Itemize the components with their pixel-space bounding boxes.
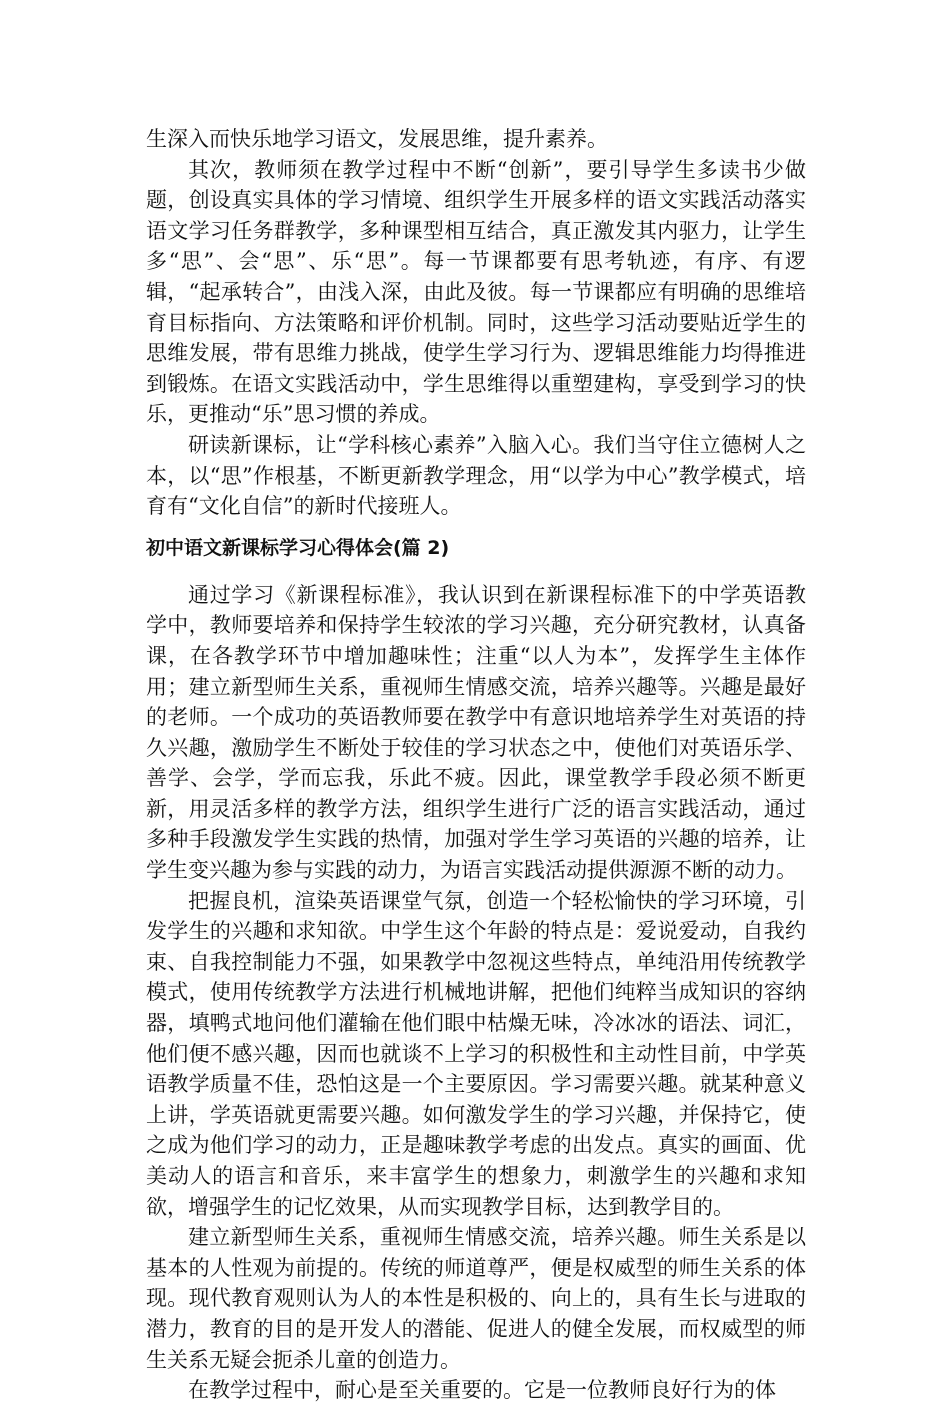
paragraph-core-literacy: 研读新课标，让“学科核心素养”入脑入心。我们当守住立德树人之本，以“思”作根基，不断更新教学理念，用“以学为中心”教学模式，培育有“文化自信”的新时代接班人。 (146, 432, 806, 519)
section-heading: 初中语文新课标学习心得体会(篇 2) (146, 536, 450, 559)
paragraph-patience: 在教学过程中，耐心是至关重要的。它是一位教师良好行为的体 (188, 1378, 776, 1403)
paragraph-classroom-atmosphere: 把握良机，渲染英语课堂气氛，创造一个轻松愉快的学习环境，引发学生的兴趣和求知欲。中学生这个年龄的特点是：爱说爱动，自我约束、自我控制能力不强，如果教学中忽视这些特点，单纯沿用传统教学模式，使用传统教学方法进行机械地讲解，把他们纯粹当成知识的容纳器，填鸭式地问他们灌输在他们眼中枯燥无味，冷冰冰的语法、词汇，他们便不感兴趣，因而也就谈不上学习的积极性和主动性目前，中学英语教学质量不佳，恐怕这是一个主要原因。学习需要兴趣。就某种意义上讲，学英语就更需要兴趣。如何激发学生的学习兴趣，并保持它，使之成为他们学习的动力，正是趣味教学考虑的出发点。真实的画面、优美动人的语言和音乐，来丰富学生的想象力，刺激学生的兴趣和求知欲，增强学生的记忆效果，从而实现教学目标，达到教学目的。 (146, 888, 806, 1219)
paragraph-teacher-student-relations: 建立新型师生关系，重视师生情感交流，培养兴趣。师生关系是以基本的人性观为前提的。传统的师道尊严，便是权威型的师生关系的体现。现代教育观则认为人的本性是积极的、向上的，具有生长与进取的潜力，教育的目的是开发人的潜能、促进人的健全发展，而权威型的师生关系无疑会扼杀儿童的创造力。 (146, 1225, 806, 1372)
paragraph-innovation: 其次，教师须在教学过程中不断“创新”，要引导学生多读书少做题，创设真实具体的学习情境、组织学生开展多样的语文实践活动落实语文学习任务群教学，多种课型相互结合，真正激发其内驱力，让学生多“思”、会“思”、乐“思”。每一节课都要有思考轨迹，有序、有逻辑，“起承转合”，由浅入深，由此及彼。每一节课都应有明确的思维培育目标指向、方法策略和评价机制。同时，这些学习活动要贴近学生的思维发展，带有思维力挑战，使学生学习行为、逻辑思维能力均得推进到锻炼。在语文实践活动中，学生思维得以重塑建构，享受到学习的快乐，更推动“乐”思习惯的养成。 (146, 157, 806, 427)
paragraph-continuation: 生深入而快乐地学习语文，发展思维，提升素养。 (146, 127, 608, 151)
document-page (146, 124, 806, 1406)
paragraph-new-curriculum: 通过学习《新课程标准》，我认识到在新课程标准下的中学英语教学中，教师要培养和保持学生较浓的学习兴趣，充分研究教材，认真备课，在各教学环节中增加趣味性；注重“以人为本”，发挥学生主体作用；建立新型师生关系，重视师生情感交流，培养兴趣等。兴趣是最好的老师。一个成功的英语教师要在教学中有意识地培养学生对英语的持久兴趣，激励学生不断处于较佳的学习状态之中，使他们对英语乐学、善学、会学，学而忘我，乐此不疲。因此，课堂教学手段必须不断更新，用灵活多样的教学方法，组织学生进行广泛的语言实践活动，通过多种手段激发学生实践的热情，加强对学生学习英语的兴趣的培养，让学生变兴趣为参与实践的动力，为语言实践活动提供源源不断的动力。 (146, 582, 806, 883)
